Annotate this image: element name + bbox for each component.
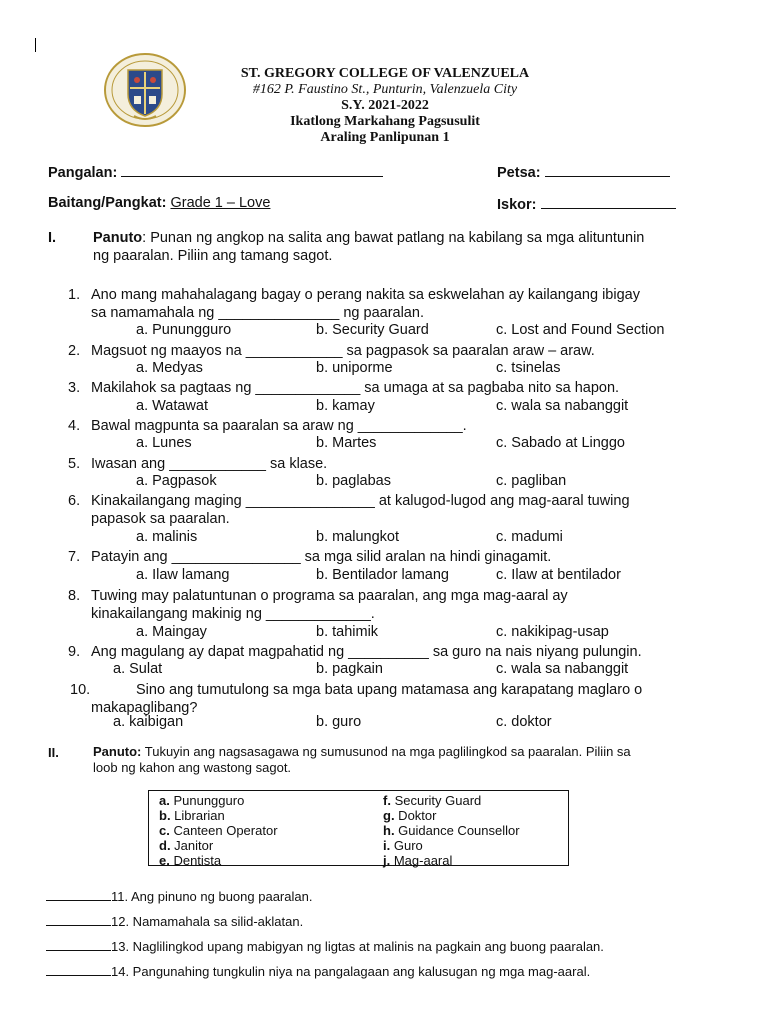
question-8-text-2: kinakailangang makinig ng _____________. [91,606,375,622]
question-7-text: Patayin ang ________________ sa mga silid aralan na hindi ginagamit. [91,549,552,565]
question-7-option-b[interactable]: b. Bentilador lamang [316,567,449,583]
question-9-option-b[interactable]: b. pagkain [316,661,383,677]
grade-section-label: Baitang/Pangkat: [48,195,167,211]
question-3-option-b[interactable]: b. kamay [316,398,375,414]
exam-title: Ikatlong Markahang Pagsusulit [290,114,480,129]
question-8-option-b[interactable]: b. tahimik [316,624,379,640]
question-9-number: 9. [68,644,81,660]
name-field [48,163,383,181]
question-10-option-a[interactable]: a. kaibigan [113,714,184,730]
question-5-option-b[interactable]: b. paglabas [316,473,391,489]
score-label: Iskor: [497,197,537,213]
item-11 [46,887,312,904]
subject-title: Araling Panlipunan 1 [320,130,450,145]
question-8-text: Tuwing may palatuntunan o programa sa paaralan, ang mga mag-aaral ay [91,588,568,604]
choice-h: h. Guidance Counsellor [383,823,520,838]
question-4-option-a[interactable]: a. Lunes [136,435,192,451]
question-10-number: 10. [70,682,91,698]
text-cursor [35,38,36,52]
answer-blank-14[interactable] [46,962,111,976]
item-12-text: 12. Namamahala sa silid-aklatan. [111,914,304,929]
question-6-option-a[interactable]: a. malinis [136,529,198,545]
question-3-option-a[interactable]: a. Watawat [136,398,208,414]
question-4-option-c[interactable]: c. Sabado at Linggo [496,435,625,451]
choice-c: c. Canteen Operator [159,823,278,838]
score-field [497,195,676,213]
question-6-text-2: papasok sa paaralan. [91,511,230,527]
section-2-instructions [93,744,631,776]
item-12 [46,912,303,929]
section-2-numeral: II. [48,745,59,760]
question-9-option-a[interactable]: a. Sulat [113,661,163,677]
question-10-option-c[interactable]: c. doktor [496,714,552,730]
question-1-option-a[interactable]: a. Punungguro [136,322,232,338]
school-name: ST. GREGORY COLLEGE OF VALENZUELA [240,66,530,81]
question-1-text-2: sa namamahala ng _______________ ng paaralan. [91,305,424,321]
section-1-panuto-text: : Punan ng angkop na salita ang bawat patlang na kabilang sa mga alituntunin [142,230,645,246]
question-3-text: Makilahok sa pagtaas ng _____________ sa umaga at sa pagbaba nito sa hapon. [91,380,620,396]
choice-j: j. Mag-aaral [383,853,453,868]
question-2-option-c[interactable]: c. tsinelas [496,360,561,376]
name-label: Pangalan: [48,165,118,181]
answer-blank-13[interactable] [46,937,111,951]
question-1-option-c[interactable]: c. Lost and Found Section [496,322,665,338]
choice-g: g. Doktor [383,808,437,823]
question-5-option-c[interactable]: c. pagliban [496,473,567,489]
answer-blank-11[interactable] [46,887,111,901]
question-7-option-c[interactable]: c. Ilaw at bentilador [496,567,621,583]
item-14-text: 14. Pangunahing tungkulin niya na pangalagaan ang kalusugan ng mga mag-aaral. [111,964,591,979]
grade-section-field [48,195,270,211]
section-2-panuto-text-2: loob ng kahon ang wastong sagot. [93,760,292,775]
question-10-text-2: makapaglibang? [91,700,198,716]
item-11-text: 11. Ang pinuno ng buong paaralan. [111,889,313,904]
question-10-option-b[interactable]: b. guro [316,714,362,730]
date-blank[interactable] [545,163,670,177]
grade-section-value: Grade 1 – Love [170,195,271,211]
question-2-option-b[interactable]: b. uniporme [316,360,393,376]
item-14 [46,962,590,979]
question-6-text: Kinakailangang maging ________________ at kalugod-lugod ang mag-aaral tuwing [91,493,630,509]
section-2-panuto-label: Panuto: [93,744,142,759]
question-8-option-c[interactable]: c. nakikipag-usap [496,624,609,640]
item-13-text: 13. Naglilingkod upang mabigyan ng ligtas at malinis na pagkain ang buong paaralan. [111,939,604,954]
choice-f: f. Security Guard [383,793,482,808]
school-seal-logo [104,52,186,128]
choice-d: d. Janitor [159,838,214,853]
choice-i: i. Guro [383,838,423,853]
question-10-text: Sino ang tumutulong sa mga bata upang matamasa ang karapatang maglaro o [136,682,643,698]
question-9-option-c[interactable]: c. wala sa nabanggit [496,661,629,677]
question-5-number: 5. [68,456,81,472]
question-6-number: 6. [68,493,81,509]
question-2-text: Magsuot ng maayos na ____________ sa pagpasok sa paaralan araw – araw. [91,343,595,359]
section-1-panuto-text-2: ng paaralan. Piliin ang tamang sagot. [93,248,333,264]
question-1-text: Ano mang mahahalagang bagay o perang nakita sa eskwelahan ay kailangang ibigay [91,287,640,303]
section-1-numeral: I. [48,230,57,246]
question-2-number: 2. [68,343,81,359]
date-label: Petsa: [497,165,541,181]
question-8-number: 8. [68,588,81,604]
date-field [497,163,670,181]
score-blank[interactable] [541,195,676,209]
section-1-panuto-label: Panuto [93,230,143,246]
question-4-text: Bawal magpunta sa paaralan sa araw ng _____________. [91,418,467,434]
question-2-option-a[interactable]: a. Medyas [136,360,203,376]
school-year: S.Y. 2021-2022 [341,98,429,113]
question-8-option-a[interactable]: a. Maingay [136,624,207,640]
question-5-option-a[interactable]: a. Pagpasok [136,473,217,489]
question-4-number: 4. [68,418,81,434]
question-4-option-b[interactable]: b. Martes [316,435,377,451]
school-address: #162 P. Faustino St., Punturin, Valenzuela City [252,82,518,97]
question-3-option-c[interactable]: c. wala sa nabanggit [496,398,629,414]
question-1-number: 1. [68,287,81,303]
choice-a: a. Punungguro [159,793,245,808]
question-7-number: 7. [68,549,81,565]
question-3-number: 3. [68,380,81,396]
item-13 [46,937,604,954]
choices-box [148,790,569,866]
question-1-option-b[interactable]: b. Security Guard [316,322,429,338]
question-7-option-a[interactable]: a. Ilaw lamang [136,567,230,583]
question-6-option-c[interactable]: c. madumi [496,529,563,545]
section-2-panuto-text: Tukuyin ang nagsasagawa ng sumusunod na mga paglilingkod sa paaralan. Piliin sa [141,744,631,759]
choice-b: b. Librarian [159,808,225,823]
answer-blank-12[interactable] [46,912,111,926]
question-9-text: Ang magulang ay dapat magpahatid ng __________ sa guro na nais niyang pulungin. [91,644,642,660]
name-blank[interactable] [121,163,383,177]
choice-e: e. Dentista [159,853,222,868]
question-6-option-b[interactable]: b. malungkot [316,529,400,545]
question-5-text: Iwasan ang ____________ sa klase. [91,456,328,472]
section-1-instructions [93,229,644,265]
